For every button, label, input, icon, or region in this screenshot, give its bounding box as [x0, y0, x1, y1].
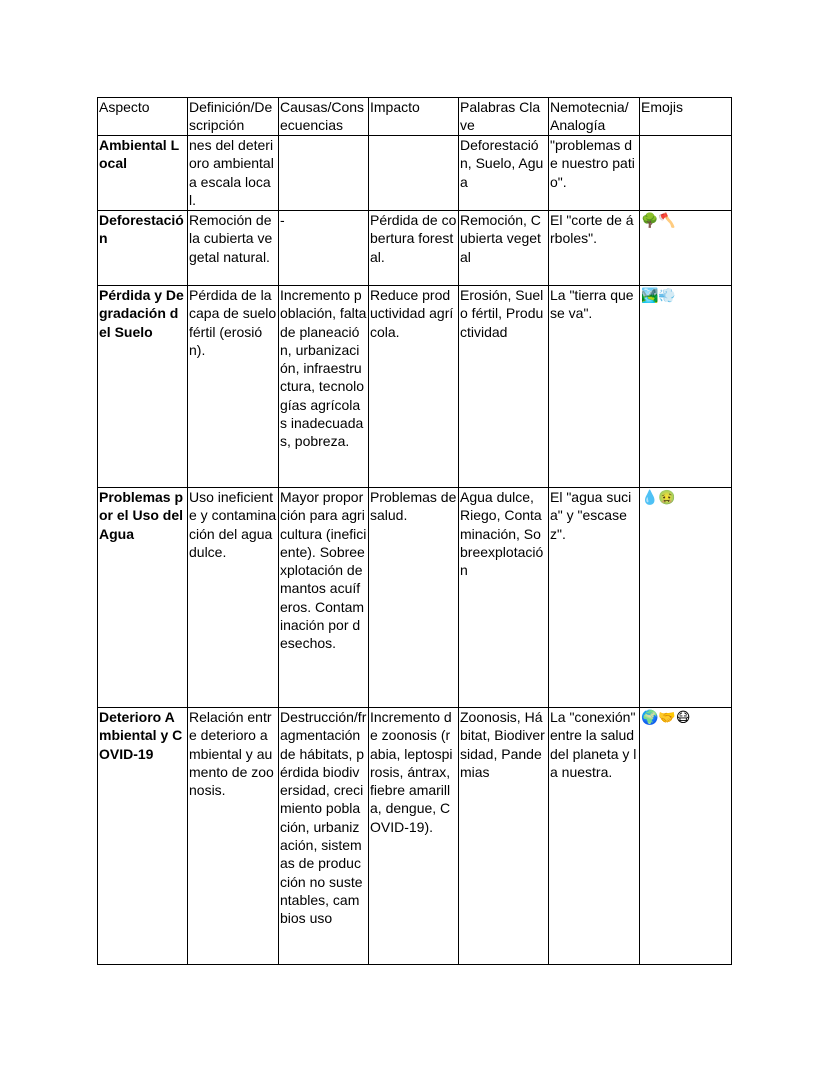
aspect-cell: Pérdida y Degradación del Suelo	[98, 286, 188, 488]
definition-cell: Uso ineficiente y contaminación del agua dulce.	[188, 488, 279, 708]
definition-cell: Remoción de la cubierta vegetal natural.	[188, 211, 279, 286]
keywords-cell: Zoonosis, Hábitat, Biodiversidad, Pandemias	[459, 708, 549, 965]
causes-cell: Incremento población, falta de planeación, urbanización, infraestructura, tecnologías agrícolas inadecuadas, pobreza.	[279, 286, 369, 488]
header-cell: Emojis	[640, 98, 732, 136]
landscape-wind-emoji-icon: 🏞️💨	[640, 286, 732, 488]
causes-cell: -	[279, 211, 369, 286]
aspect-cell: Ambiental Local	[98, 136, 188, 211]
header-cell: Aspecto	[98, 98, 188, 136]
mnemonic-cell: El "agua sucia" y "escasez".	[549, 488, 640, 708]
table-row	[98, 286, 732, 488]
mnemonic-cell: La "conexión" entre la salud del planeta y la nuestra.	[549, 708, 640, 965]
keywords-cell: Agua dulce, Riego, Contaminación, Sobreexplotación	[459, 488, 549, 708]
table-row	[98, 708, 732, 965]
impact-cell	[369, 136, 459, 211]
header-row	[98, 98, 732, 136]
header-cell: Definición/Descripción	[188, 98, 279, 136]
table-row	[98, 488, 732, 708]
definition-cell: nes del deterioro ambiental a escala local.	[188, 136, 279, 211]
header-cell: Palabras Clave	[459, 98, 549, 136]
tree-axe-emoji-icon: 🌳🪓	[640, 211, 732, 286]
impact-cell: Incremento de zoonosis (rabia, leptospirosis, ántrax, fiebre amarilla, dengue, COVID-19).	[369, 708, 459, 965]
header-cell: Nemotecnia/ Analogía	[549, 98, 640, 136]
header-cell: Impacto	[369, 98, 459, 136]
droplet-sick-emoji-icon: 💧🤢	[640, 488, 732, 708]
definition-cell: Pérdida de la capa de suelo fértil (erosión).	[188, 286, 279, 488]
impact-cell: Reduce productividad agrícola.	[369, 286, 459, 488]
definition-cell: Relación entre deterioro ambiental y aumento de zoonosis.	[188, 708, 279, 965]
mnemonic-cell: La "tierra que se va".	[549, 286, 640, 488]
aspect-cell: Deterioro Ambiental y COVID-19	[98, 708, 188, 965]
mnemonic-cell: "problemas de nuestro patio".	[549, 136, 640, 211]
keywords-cell: Remoción, Cubierta vegetal	[459, 211, 549, 286]
table-row	[98, 136, 732, 211]
causes-cell: Mayor proporción para agricultura (ineficiente). Sobreexplotación de mantos acuíferos. Contaminación por desechos.	[279, 488, 369, 708]
keywords-cell: Deforestación, Suelo, Agua	[459, 136, 549, 211]
causes-cell	[279, 136, 369, 211]
keywords-cell: Erosión, Suelo fértil, Productividad	[459, 286, 549, 488]
mnemonic-cell: El "corte de árboles".	[549, 211, 640, 286]
table-row	[98, 211, 732, 286]
causes-cell: Destrucción/fragmentación de hábitats, pérdida biodiversidad, crecimiento población, urbanización, sistemas de producción no sustentables, cambios uso	[279, 708, 369, 965]
aspect-cell: Deforestación	[98, 211, 188, 286]
impact-cell: Pérdida de cobertura forestal.	[369, 211, 459, 286]
summary-table	[97, 97, 732, 965]
impact-cell: Problemas de salud.	[369, 488, 459, 708]
aspect-cell: Problemas por el Uso del Agua	[98, 488, 188, 708]
globe-handshake-mask-emoji-icon: 🌍🤝😷	[640, 708, 732, 965]
header-cell: Causas/Consecuencias	[279, 98, 369, 136]
emoji-cell	[640, 136, 732, 211]
